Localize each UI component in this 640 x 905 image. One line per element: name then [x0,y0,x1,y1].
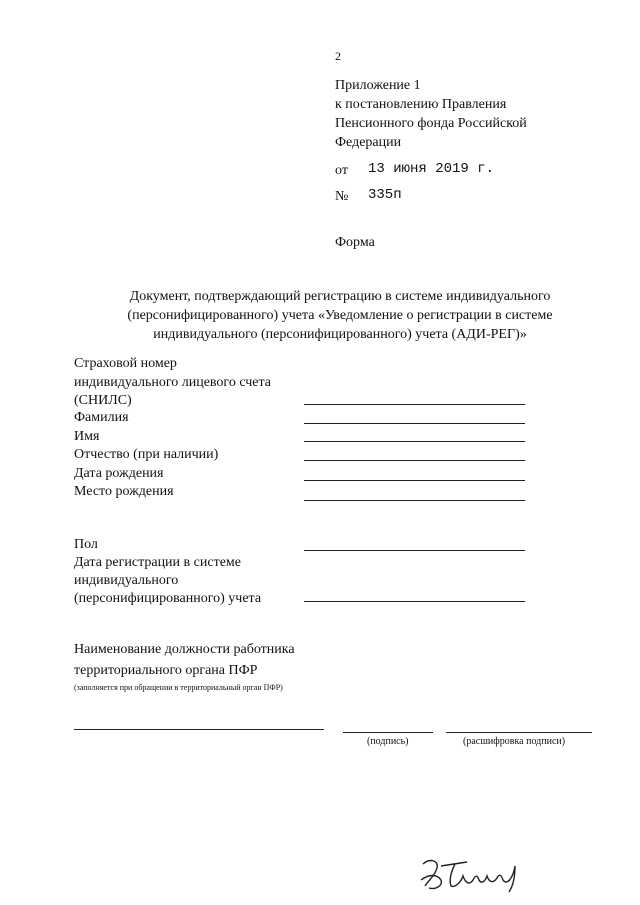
title-line-1: Документ, подтверждающий регистрацию в системе индивидуального [129,289,551,304]
field-sex-label: Пол [74,537,98,552]
decode-caption: (расшифровка подписи) [463,736,566,747]
decree-date: 13 июня 2019 г. [368,161,495,177]
field-regdate-label-1: Дата регистрации в системе [74,555,241,570]
sex-input-line[interactable] [304,550,525,551]
field-birthdate-label: Дата рождения [74,466,164,481]
signature-input-line[interactable] [343,732,433,733]
page-number: 2 [335,49,341,63]
field-snils-label-3: (СНИЛС) [74,393,132,408]
signature-caption: (подпись) [367,736,409,747]
field-regdate-label-2: индивидуального [74,573,179,588]
field-birthplace-label: Место рождения [74,484,174,499]
decree-number: 335п [368,187,402,203]
appendix-line-1: Приложение 1 [335,78,421,93]
appendix-line-3: Пенсионного фонда Российской [335,116,527,131]
field-regdate-label-3: (персонифицированного) учета [74,591,262,606]
birthdate-input-line[interactable] [304,480,525,481]
appendix-line-4: Федерации [335,135,402,150]
name-input-line[interactable] [304,441,525,442]
decode-input-line[interactable] [446,732,592,733]
patronymic-input-line[interactable] [304,460,525,461]
surname-input-line[interactable] [304,423,525,424]
title-line-3: индивидуального (персонифицированного) учета (АДИ-РЕГ)» [153,327,527,342]
handwritten-signature [415,852,525,894]
position-input-line[interactable] [74,729,324,730]
field-snils-label-2: индивидуального лицевого счета [74,375,272,390]
employee-position-label-2: территориального органа ПФР [74,663,258,678]
regdate-input-line[interactable] [304,601,525,602]
appendix-line-2: к постановлению Правления [335,97,507,112]
employee-note: (заполняется при обращении в территориальный орган ПФР) [74,683,283,692]
document-title [60,287,620,344]
form-label: Форма [335,235,375,250]
date-prefix: от [335,163,348,178]
field-surname-label: Фамилия [74,410,129,425]
birthplace-input-line[interactable] [304,500,525,501]
number-prefix: № [335,189,349,204]
field-patronymic-label: Отчество (при наличии) [74,447,219,462]
snils-input-line[interactable] [304,404,525,405]
field-snils-label-1: Страховой номер [74,356,177,371]
appendix-block [335,76,527,152]
field-name-label: Имя [74,429,100,444]
employee-position-label-1: Наименование должности работника [74,642,295,657]
title-line-2: (персонифицированного) учета «Уведомление о регистрации в системе [127,308,553,323]
